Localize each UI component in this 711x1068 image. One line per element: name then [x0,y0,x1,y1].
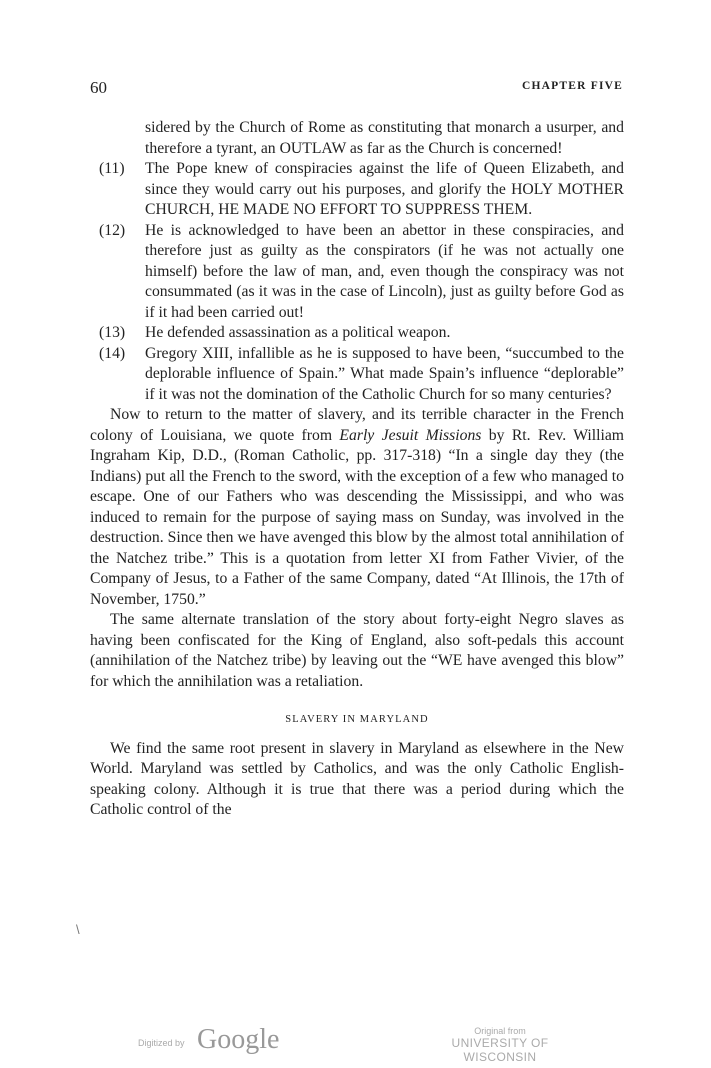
paragraph-text: by Rt. Rev. William Ingraham Kip, D.D., (Roman Catholic, pp. 317-318) “In a single day they (the Indians) put all the French to the sword, with the exception of a few who managed to escape. One of our Fathers who was descending the Mississippi, and who was induced to remain for the purpose of saying mass on Sunday, was involved in the destruction. Since then we have avenged this blow by the almost total annihilation of the Natchez tribe.” This is a quotation from letter XI from Father Vivier, of the Company of Jesus, to a Father of the same Company, dated “At Illinois, the 17th of November, 1750.” [90,426,624,608]
item-number: (11) [99,160,125,177]
item-text: He defended assassination as a political weapon. [145,324,451,341]
paragraph-translation: The same alternate translation of the story about forty-eight Negro slaves as having been confiscated for the King of England, also soft-pedals this account (annihilation of the Natchez tribe) by leaving out the “WE have avenged this blow” for which the annihilation was a retaliation. [90,611,624,690]
original-from [420,1026,580,1064]
list-item [90,323,624,344]
section-heading: SLAVERY IN MARYLAND [285,714,429,725]
chapter-title: CHAPTER FIVE [522,80,623,92]
list-item [90,159,624,221]
continuation-text: sidered by the Church of Rome as constituting that monarch a usurper, and therefore a tyrant, an OUTLAW as far as the Church is concerned! [145,119,624,157]
digitized-by-label: Digitized by [138,1038,185,1048]
google-logo: Google [197,1024,280,1055]
list-item [90,344,624,406]
paragraph-louisiana [90,405,624,610]
paragraph-maryland: We find the same root present in slavery in Maryland as elsewhere in the New World. Maryland was settled by Catholics, and was the only Catholic English-speaking colony. Although it is true that there was a period during which the Catholic control of the [90,739,624,818]
item-text: He is acknowledged to have been an abettor in these conspiracies, and therefore just as guilty as the conspirators (if he was not actually one himself) before the law of man, and, even though the conspiracy was not consummated (as it was in the case of Lincoln), just as guilty before God as if it had been carried out! [145,221,624,321]
margin-mark: \ [76,922,80,937]
page-header [90,78,623,100]
item-number: (12) [99,221,126,239]
item-text: Gregory XIII, infallible as he is supposed to have been, “succumbed to the deplorable influence of Spain.” What made Spain’s influence “deplorable” if it was not the domination of the Catholic Church for so many centuries? [145,344,624,403]
item-text: The Pope knew of conspiracies against the life of Queen Elizabeth, and since they would carry out his purposes, and glorify the HOLY MOTHER CHURCH, HE MADE NO EFFORT TO SUPPRESS THEM. [145,160,624,218]
page-number: 60 [90,78,107,97]
item-number: (13) [99,324,126,341]
paragraph-text: Now to return to the matter of slavery, and its terrible character in the French colony of Louisiana, we quote from [90,406,624,444]
original-from-label: Original from [474,1026,526,1036]
item-number: (14) [99,344,126,362]
university-label: UNIVERSITY OF WISCONSIN [451,1036,549,1064]
page-body [90,118,624,821]
list-item [90,221,624,324]
book-title: Early Jesuit Missions [339,426,482,444]
